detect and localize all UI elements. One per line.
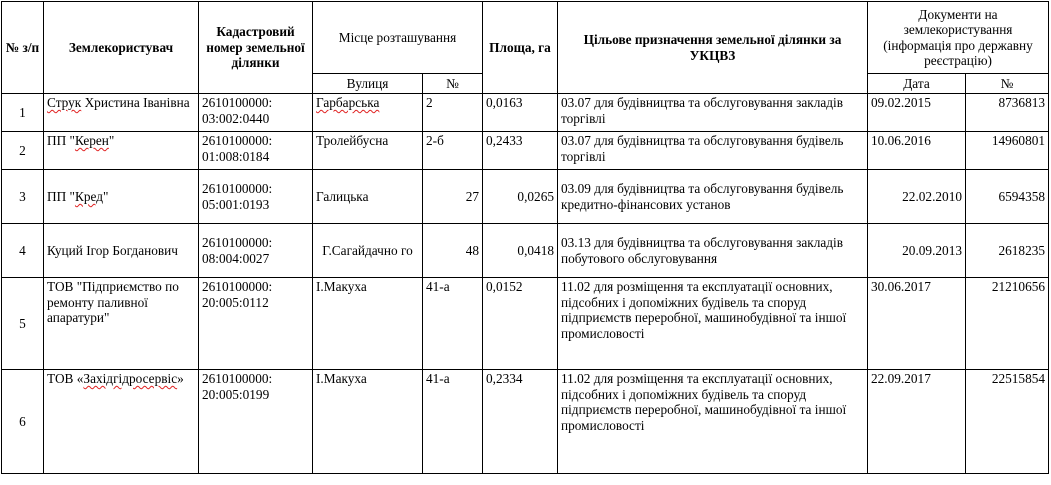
header-num: № з/п	[2, 2, 44, 94]
cell-area: 0,2334	[483, 370, 558, 474]
cell-doc: 2618235	[966, 224, 1049, 278]
table-row	[2, 170, 1049, 224]
header-row	[2, 2, 1049, 74]
cell-doc: 21210656	[966, 278, 1049, 370]
cell-cadastral: 2610100000: 08:004:0027	[199, 224, 313, 278]
user-suffix: »	[177, 371, 184, 386]
user-suffix: "	[102, 188, 109, 204]
header-docs: Документи на землекористування (інформація про державну реєстрацію)	[868, 2, 1049, 74]
spell-flagged-word: Струк	[47, 95, 82, 110]
table-row	[2, 370, 1049, 474]
cell-num: 4	[2, 224, 44, 278]
cell-user	[44, 132, 199, 170]
cell-date: 09.02.2015	[868, 94, 966, 132]
user-prefix: ПП "	[47, 133, 75, 148]
cell-street: Галицька	[313, 170, 423, 224]
cell-date: 22.02.2010	[868, 170, 966, 224]
cell-house: 27	[423, 170, 483, 224]
header-purpose: Цільове призначення земельної ділянки за УКЦВЗ	[558, 2, 868, 94]
cell-house: 48	[423, 224, 483, 278]
header-area: Площа, га	[483, 2, 558, 94]
cell-date: 22.09.2017	[868, 370, 966, 474]
cell-user	[44, 94, 199, 132]
cell-num: 2	[2, 132, 44, 170]
cell-user	[44, 170, 199, 224]
header-user: Землекористувач	[44, 2, 199, 94]
cell-cadastral: 2610100000: 20:005:0112	[199, 278, 313, 370]
user-prefix: ПП "	[47, 188, 75, 204]
header-cadastral: Кадастровий номер земельної ділянки	[199, 2, 313, 94]
cell-house: 2-б	[423, 132, 483, 170]
header-location: Місце розташування	[313, 2, 483, 74]
cell-num: 1	[2, 94, 44, 132]
cell-area: 0,0152	[483, 278, 558, 370]
cell-cadastral: 2610100000: 01:008:0184	[199, 132, 313, 170]
user-suffix: "	[108, 133, 115, 148]
table-row	[2, 132, 1049, 170]
cell-doc: 6594358	[966, 170, 1049, 224]
cell-date: 20.09.2013	[868, 224, 966, 278]
cell-purpose: 03.13 для будівництва та обслуговування закладів побутового обслуговування	[558, 224, 868, 278]
cell-area: 0,0265	[483, 170, 558, 224]
cell-area: 0,0163	[483, 94, 558, 132]
cell-purpose: 03.07 для будівництва та обслуговування будівель торгівлі	[558, 132, 868, 170]
cell-house: 2	[423, 94, 483, 132]
cell-date: 10.06.2016	[868, 132, 966, 170]
cell-purpose: 11.02 для розміщення та експлуатації основних, підсобних і допоміжних будівель та споруд підприємств переробної, машинобудівної та іншої промисловості	[558, 370, 868, 474]
cell-house: 41-а	[423, 370, 483, 474]
cell-cadastral: 2610100000: 20:005:0199	[199, 370, 313, 474]
cell-doc: 14960801	[966, 132, 1049, 170]
cell-street: Тролейбусна	[313, 132, 423, 170]
user-name-rest: Христина Іванівна	[81, 95, 190, 110]
cell-purpose: 03.09 для будівництва та обслуговування будівель кредитно-фінансових установ	[558, 170, 868, 224]
header-doc-no: №	[966, 74, 1049, 94]
cell-cadastral: 2610100000: 03:002:0440	[199, 94, 313, 132]
cell-user	[44, 370, 199, 474]
cell-num: 3	[2, 170, 44, 224]
cell-street: І.Макуха	[313, 278, 423, 370]
spell-flagged-word: Керен	[74, 133, 109, 148]
cell-purpose: 11.02 для розміщення та експлуатації основних, підсобних і допоміжних будівель та споруд підприємств переробної, машинобудівної та іншої промисловості	[558, 278, 868, 370]
cell-doc: 8736813	[966, 94, 1049, 132]
cell-house: 41-а	[423, 278, 483, 370]
cell-doc: 22515854	[966, 370, 1049, 474]
cell-street: Г.Сагайдачно го	[313, 224, 423, 278]
land-use-table	[1, 1, 1049, 474]
cell-user: ТОВ "Підприємство по ремонту паливної апаратури"	[44, 278, 199, 370]
spell-flagged-word: Кред	[74, 188, 103, 204]
cell-purpose: 03.07 для будівництва та обслуговування закладів торгівлі	[558, 94, 868, 132]
spell-flagged-word: Гарбарська	[316, 95, 380, 110]
cell-street	[313, 94, 423, 132]
table-row	[2, 224, 1049, 278]
table-row	[2, 94, 1049, 132]
table-row	[2, 278, 1049, 370]
cell-num: 6	[2, 370, 44, 474]
spell-flagged-word: Західгідросервіс	[83, 371, 178, 386]
user-prefix: ТОВ «	[47, 371, 84, 386]
cell-date: 30.06.2017	[868, 278, 966, 370]
cell-num: 5	[2, 278, 44, 370]
cell-area: 0,0418	[483, 224, 558, 278]
cell-area: 0,2433	[483, 132, 558, 170]
cell-user: Куций Ігор Богданович	[44, 224, 199, 278]
header-street: Вулиця	[313, 74, 423, 94]
cell-street: І.Макуха	[313, 370, 423, 474]
cell-cadastral: 2610100000: 05:001:0193	[199, 170, 313, 224]
header-house: №	[423, 74, 483, 94]
header-date: Дата	[868, 74, 966, 94]
